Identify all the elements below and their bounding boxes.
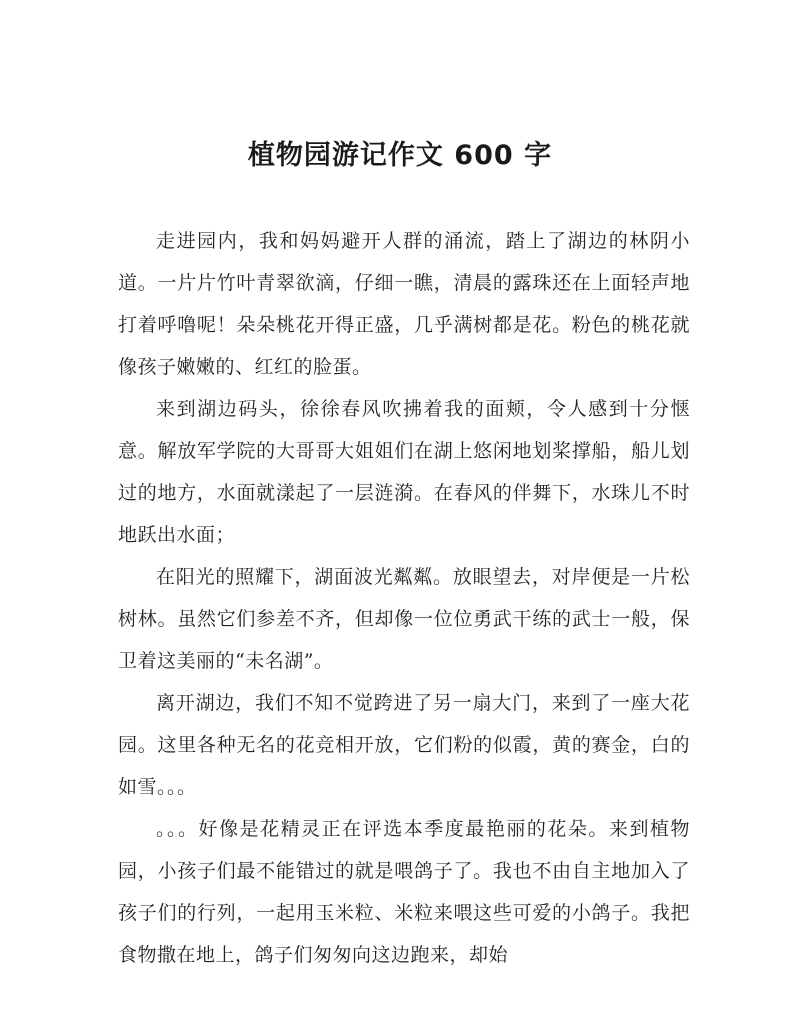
document-title: 植物园游记作文 600 字 — [247, 140, 553, 171]
paragraph: 。。。好像是花精灵正在评选本季度最艳丽的花朵。来到植物园，小孩子们最不能错过的就是喂鸽子了。我也不由自主地加入了孩子们的行列，一起用玉米粒、米粒来喂这些可爱的小鸽子。我把食物撒在地上，鸽子们匆匆向这边跑来，却始 — [118, 818, 690, 966]
paragraph: 在阳光的照耀下，湖面波光粼粼。放眼望去，对岸便是一片松树林。虽然它们参差不齐，但却像一位位勇武干练的武士一般，保卫着这美丽的“未名湖”。 — [118, 566, 690, 672]
paragraph: 来到湖边码头，徐徐春风吹拂着我的面颊，令人感到十分惬意。解放军学院的大哥哥大姐姐们在湖上悠闲地划桨撑船，船儿划过的地方，水面就漾起了一层涟漪。在春风的伴舞下，水珠儿不时地跃出水面； — [118, 398, 690, 546]
document-body — [118, 220, 690, 976]
paragraph: 离开湖边，我们不知不觉跨进了另一扇大门，来到了一座大花园。这里各种无名的花竞相开放，它们粉的似霞，黄的赛金，白的如雪。。。 — [118, 692, 690, 798]
paragraph: 走进园内，我和妈妈避开人群的涌流，踏上了湖边的林阴小道。一片片竹叶青翠欲滴，仔细一瞧，清晨的露珠还在上面轻声地打着呼噜呢！朵朵桃花开得正盛，几乎满树都是花。粉色的桃花就像孩子嫩嫩的、红红的脸蛋。 — [118, 230, 690, 378]
